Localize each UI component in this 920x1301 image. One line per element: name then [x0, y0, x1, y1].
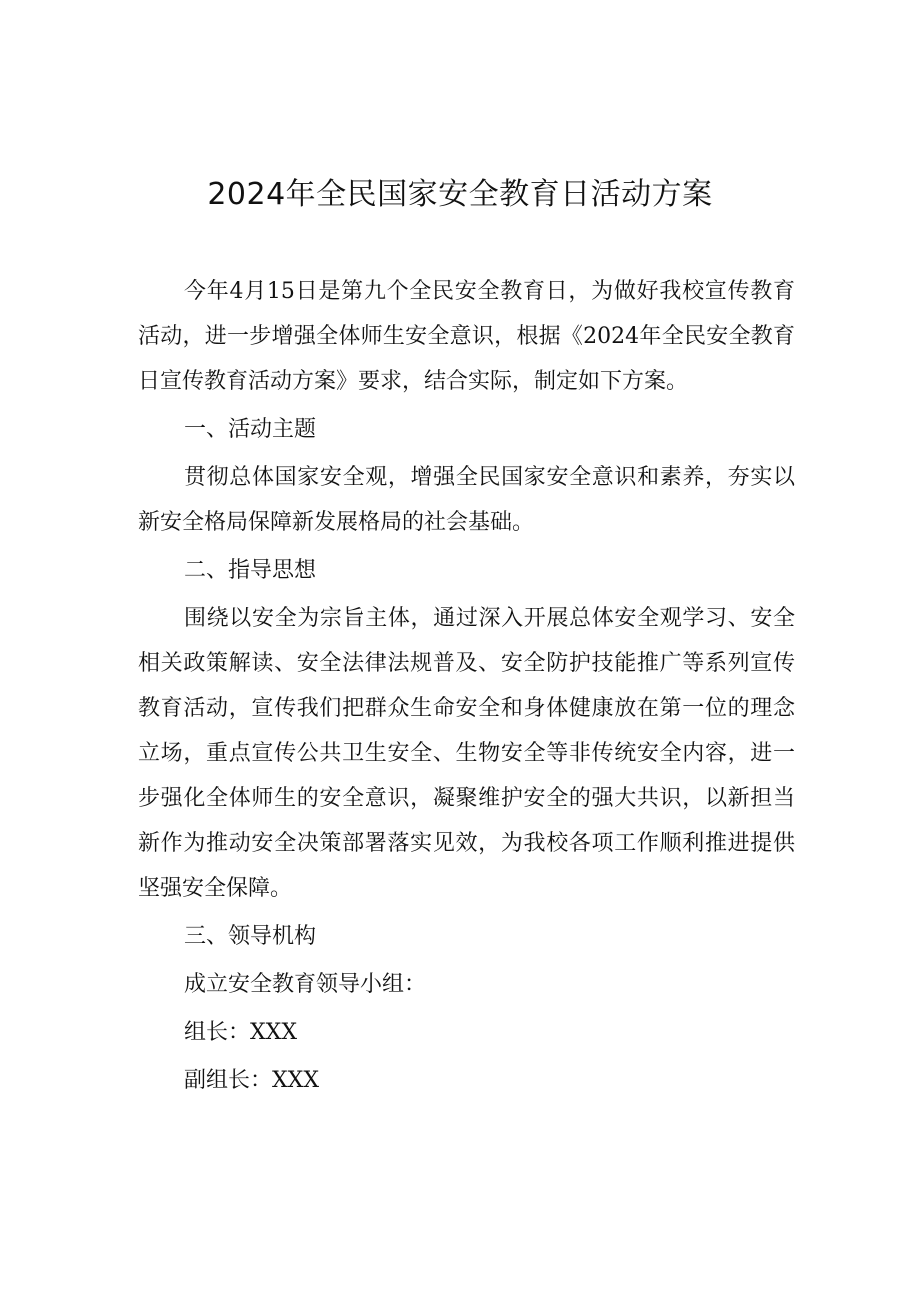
section-heading-guiding-ideology: 二、指导思想: [184, 558, 317, 583]
section-body-theme: 贯彻总体国家安全观，增强全民国家安全意识和素养，夯实以新安全格局保障新发展格局的社会基础。: [138, 465, 795, 535]
deputy-group-leader-line: 副组长：XXX: [184, 1068, 319, 1093]
document-title: 2024年全民国家安全教育日活动方案: [207, 177, 713, 212]
leadership-group-line: 成立安全教育领导小组：: [184, 972, 427, 997]
group-leader-line: 组长：XXX: [184, 1020, 297, 1045]
document-body: [138, 269, 795, 1106]
section-heading-theme: 一、活动主题: [184, 417, 317, 442]
section-body-guiding-ideology: 围绕以安全为宗旨主体，通过深入开展总体安全观学习、安全相关政策解读、安全法律法规普及、安全防护技能推广等系列宣传教育活动，宣传我们把群众生命安全和身体健康放在第一位的理念立场，重点宣传公共卫生安全、生物安全等非传统安全内容，进一步强化全体师生的安全意识，凝聚维护安全的强大共识，以新担当新作为推动安全决策部署落实见效，为我校各项工作顺利推进提供坚强安全保障。: [138, 606, 795, 901]
intro-paragraph: 今年4月15日是第九个全民安全教育日，为做好我校宣传教育活动，进一步增强全体师生安全意识，根据《2024年全民安全教育日宣传教育活动方案》要求，结合实际，制定如下方案。: [138, 279, 795, 394]
section-heading-leadership: 三、领导机构: [184, 924, 317, 949]
